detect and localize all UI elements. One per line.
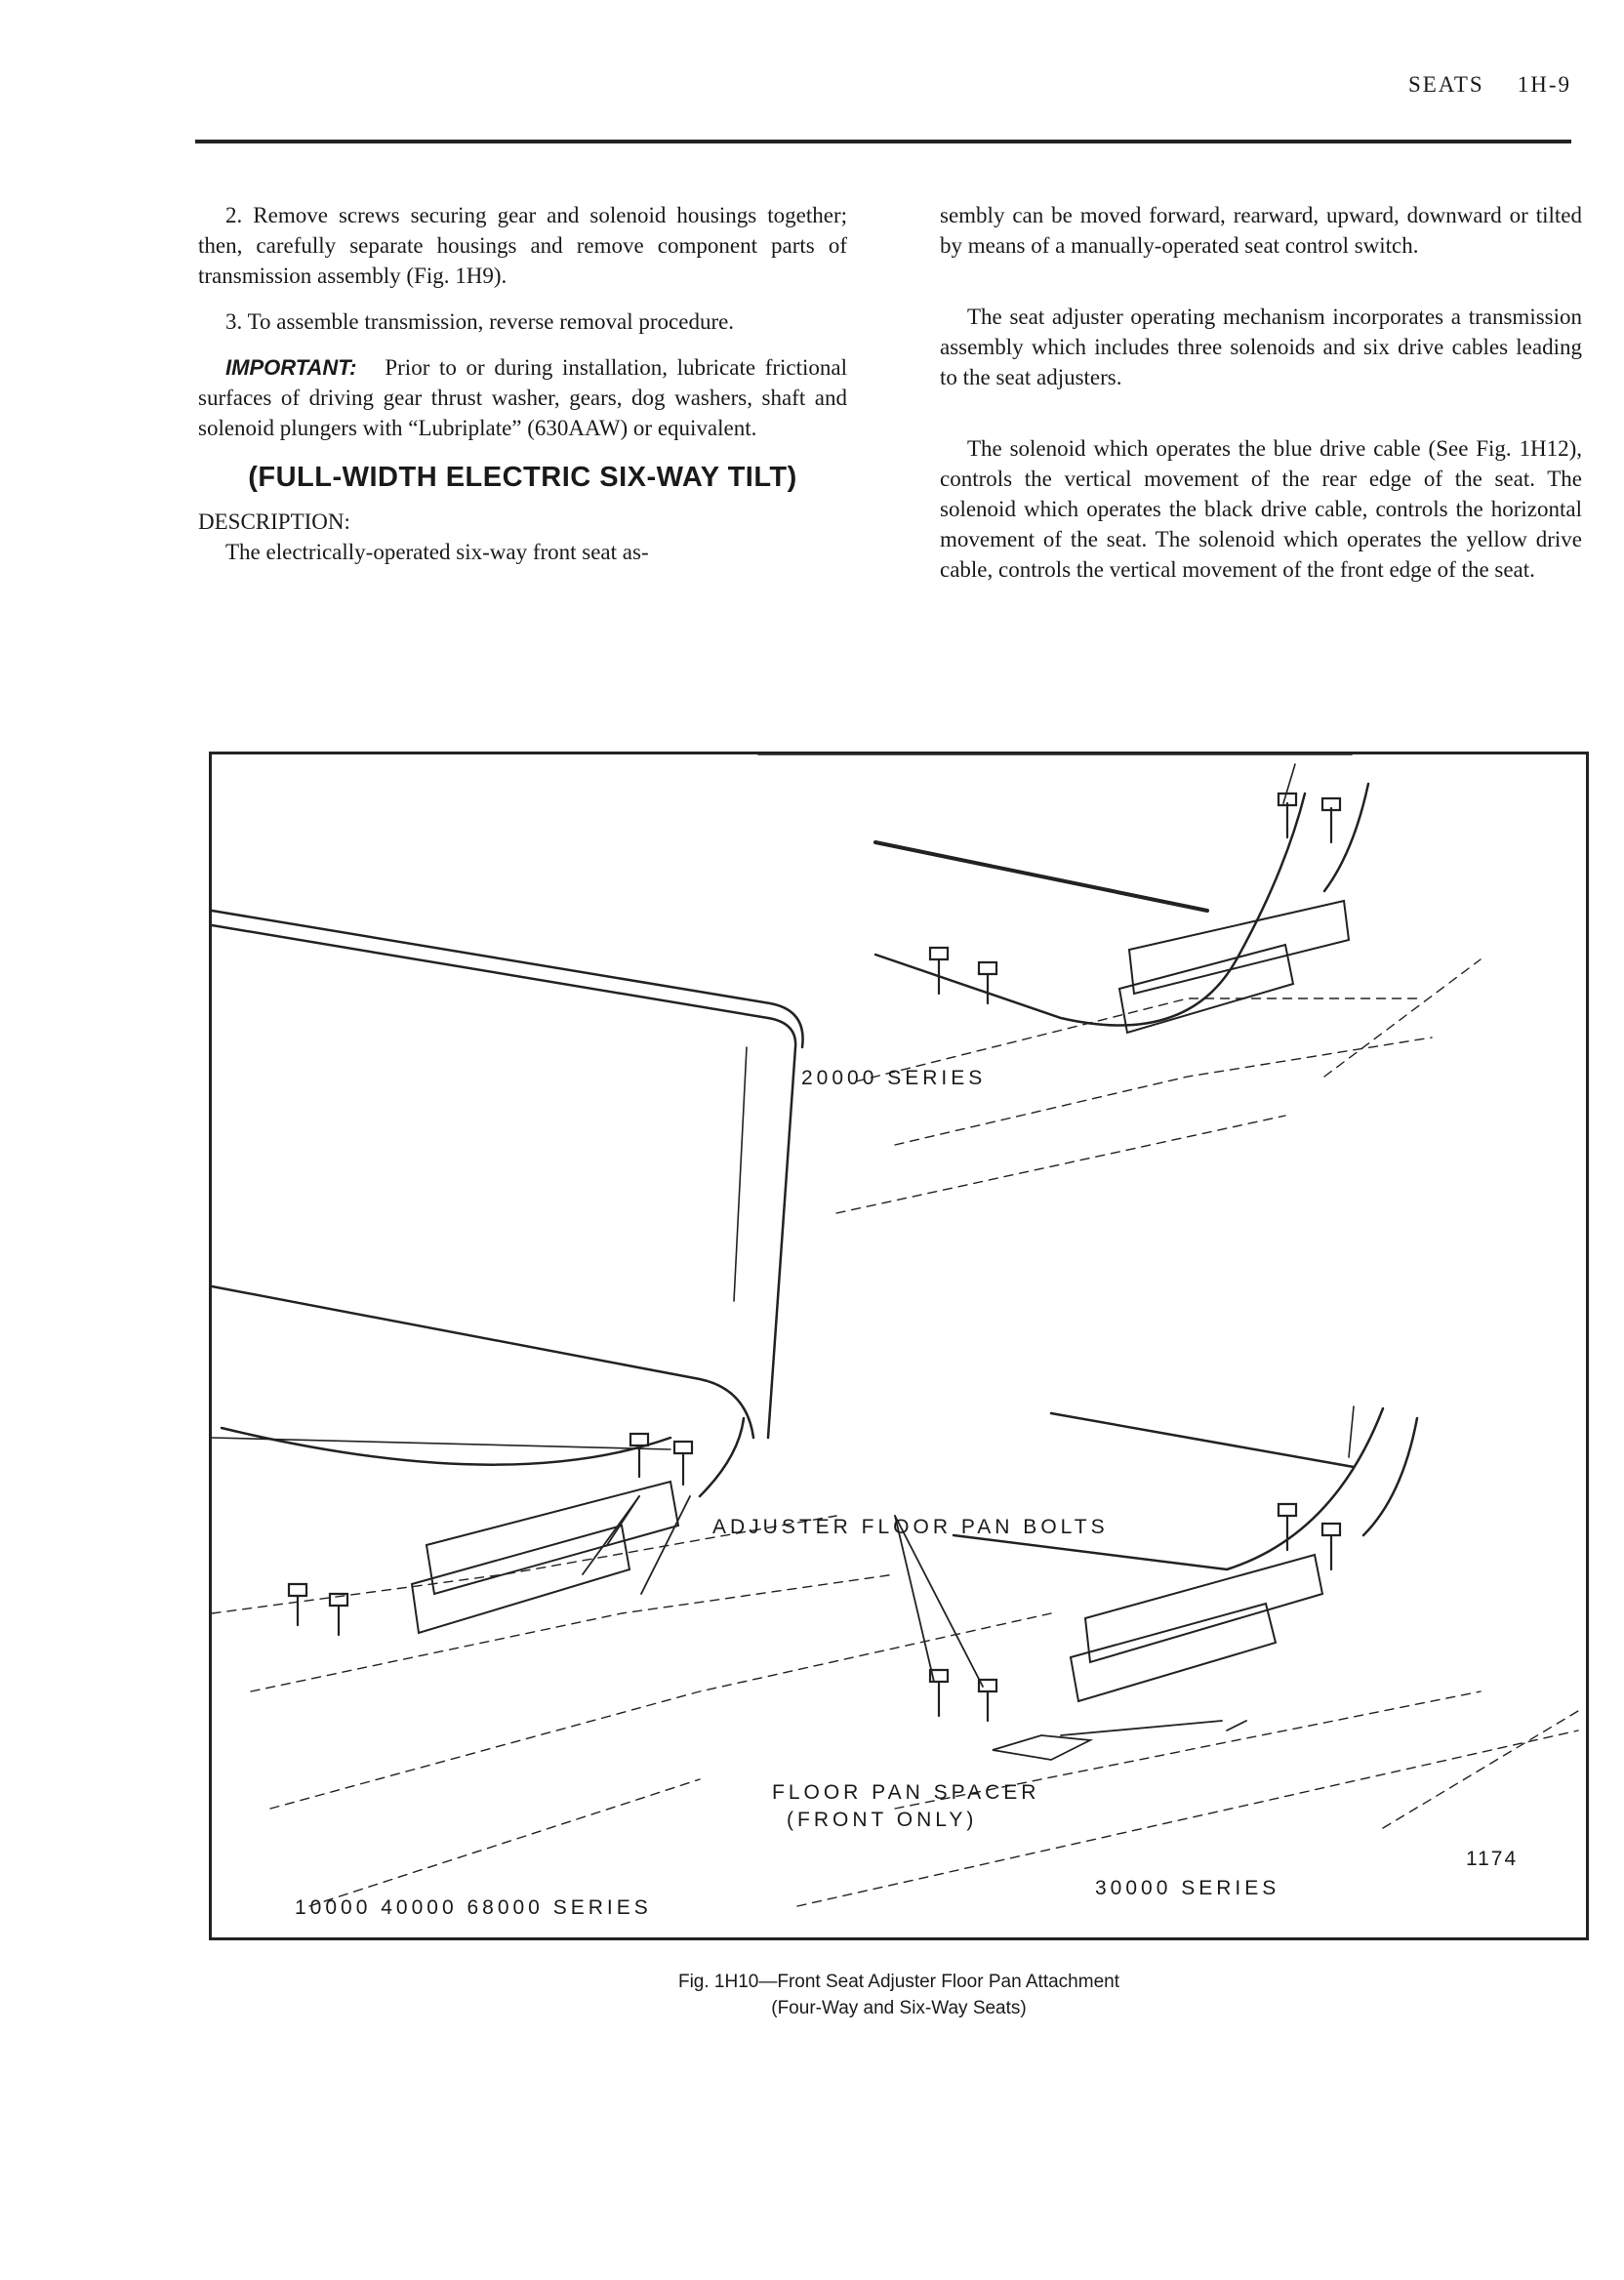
description-label: DESCRIPTION:: [198, 509, 350, 534]
step-3-paragraph: 3. To assemble transmission, reverse removal procedure.: [225, 309, 735, 334]
important-label: IMPORTANT:: [225, 355, 357, 380]
label-adjuster-floor-pan-bolts: ADJUSTER FLOOR PAN BOLTS: [712, 1516, 1109, 1538]
section-heading: (FULL-WIDTH ELECTRIC SIX-WAY TILT): [248, 462, 797, 493]
header-text: [1408, 72, 1571, 98]
lower-seat-drawing: [954, 1406, 1417, 1569]
figure-caption-line-2: (Four-Way and Six-Way Seats): [771, 1998, 1027, 2018]
figure-frame: [209, 752, 1589, 1940]
label-20000-series: 20000 SERIES: [801, 1067, 987, 1089]
large-seat-drawing: [212, 911, 803, 1496]
header-rule: [195, 140, 1571, 143]
adjuster-tracks: [412, 901, 1349, 1701]
upper-seat-drawing: [758, 754, 1368, 1026]
label-floor-pan-spacer: FLOOR PAN SPACER: [772, 1781, 1040, 1804]
seat-adjuster-illustration: [212, 754, 1589, 1940]
right-column: [940, 200, 1582, 585]
mechanism-paragraph: The seat adjuster operating mechanism incorporates a transmission assembly which includes three solenoids and six drive cables leading to the seat adjusters.: [940, 305, 1582, 389]
figure-caption-line-1: Fig. 1H10—Front Seat Adjuster Floor Pan Attachment: [677, 1972, 1119, 1992]
header-section-title: SEATS: [1407, 72, 1484, 97]
important-text: Prior to or during installation, lubricate frictional surfaces of driving gear thrust washer, gears, dog washers, shaft and solenoid plungers with “Lubriplate” (630AAW) or equivalent.: [198, 355, 848, 440]
step-2-paragraph: 2. Remove screws securing gear and solenoid housings together; then, carefully separate housings and remove component parts of transmission assembly (Fig. 1H9).: [198, 203, 847, 288]
label-figure-number: 1174: [1466, 1848, 1519, 1870]
page-header: [195, 68, 1571, 107]
label-30000-series: 30000 SERIES: [1095, 1877, 1280, 1899]
description-paragraph-start: The electrically-operated six-way front seat as-: [225, 540, 649, 564]
solenoid-paragraph: The solenoid which operates the blue drive cable (See Fig. 1H12), controls the vertical movement of the rear edge of the seat. The solenoid which operates the black drive cable, controls the horizontal movement of the seat. The solenoid which operates the yellow drive cable, controls the vertical movement of the front edge of the seat.: [940, 436, 1582, 582]
label-front-only: (FRONT ONLY): [787, 1809, 978, 1831]
header-page-number: 1H-9: [1517, 72, 1571, 97]
important-note: [198, 352, 847, 443]
label-10000-40000-68000-series: 10000 40000 68000 SERIES: [295, 1896, 652, 1919]
description-paragraph-continued: sembly can be moved forward, rearward, upward, downward or tilted by means of a manually-operated seat control switch.: [940, 203, 1582, 258]
left-column: [198, 200, 847, 567]
